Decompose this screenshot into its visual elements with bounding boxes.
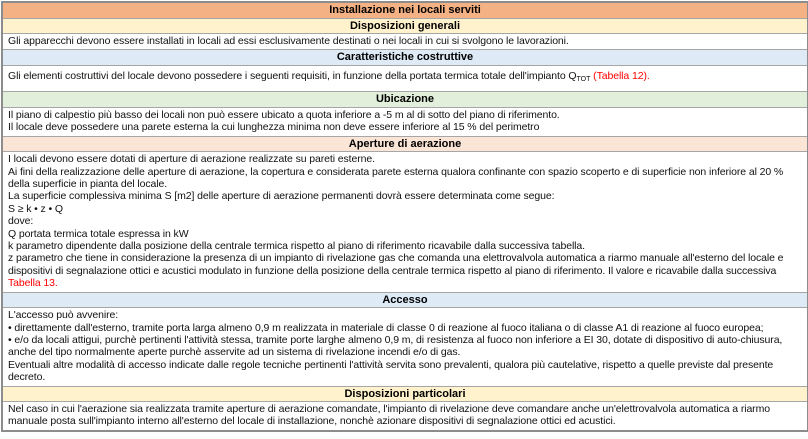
paragraph-dove: dove: — [8, 215, 34, 228]
section-body-accesso — [3, 307, 807, 385]
paragraph-accesso-intro: L'accesso può avvenire: — [8, 309, 119, 322]
paragraph-copertura-parete-esterna: Ai fini della realizzazione delle aperture di aerazione, la copertura e considerata parete esterna qualora confinante con spazio scoperto e di superficie non inferiore al 20 % della superficie in pianta del locale. — [8, 165, 784, 190]
section-body-disposizioni-particolari — [3, 401, 807, 430]
paragraph-modalita-accesso: Eventuali altre modalità di accesso indicate dalle regole tecniche pertinenti l'attività servita sono prevalenti, qualora più cautelative, rispetto a quelle previste dal presente decreto. — [8, 358, 774, 384]
section-body-caratteristiche-costruttive — [3, 65, 807, 91]
bullet-accesso-esterno: • direttamente dall'esterno, tramite porta larga almeno 0,9 m realizzata in materiale di classe 0 di reazione al fuoco italiana o di classe A1 di reazione al fuoco europea; — [8, 321, 764, 334]
section-header-disposizioni-particolari: Disposizioni particolari — [3, 386, 807, 402]
table-title: Installazione nei locali serviti — [3, 3, 807, 18]
section-header-accesso: Accesso — [3, 292, 807, 308]
q-tot-subscript: TOT — [576, 75, 591, 83]
section-header-aperture-aerazione: Aperture di aerazione — [3, 136, 807, 152]
paragraph-parametro-q: Q portata termica totale espressa in kW — [8, 227, 189, 240]
paragraph-aerazione-comandata: Nel caso in cui l'aerazione sia realizzata tramite aperture di aerazione comandate, l'impianto di rivelazione deve comandare anche un'elettrovalvola automatica a riarmo manuale posta sull'impianto interno all'esterno del locale di installazione, nonchè azionare dispositivi di segnalazione ottici ed acustici. — [8, 403, 770, 428]
section-header-disposizioni-generali: Disposizioni generali — [3, 18, 807, 34]
section-body-aperture-aerazione — [3, 151, 807, 291]
installazione-table — [1, 1, 808, 432]
paragraph-piano-calpestio: Il piano di calpestio più basso dei locali non può essere ubicato a quota inferiore a -5 m al di sotto del piano di riferimento. — [8, 108, 560, 121]
paragraph-apparecchi: Gli apparecchi devono essere installati in locali ad essi esclusivamente destinati o nei locali in cui si svolgono le lavorazioni. — [8, 35, 569, 47]
paragraph-elementi-costruttivi — [8, 70, 802, 86]
section-header-ubicazione: Ubicazione — [3, 91, 807, 107]
paragraph-parametro-z — [8, 252, 802, 289]
bullet-accesso-locali-attigui: • e/o da locali attigui, purchè pertinenti l'attività stessa, tramite porte larghe almeno 0,9 m, di resistenza al fuoco non inferiore a EI 30, dotate di dispositivo di auto-chiusura, anche del tipo normalmente aperte purchè asservite ad un sistema di rivelazione incendi e/o di gas. — [8, 333, 783, 359]
section-header-caratteristiche-costruttive: Caratteristiche costruttive — [3, 49, 807, 65]
section-body-ubicazione — [3, 107, 807, 136]
tabella-12-reference-link[interactable]: (Tabella 12). — [590, 69, 650, 82]
formula-superficie: S ≥ k • z • Q — [8, 202, 63, 215]
paragraph-parete-esterna: Il locale deve possedere una parete esterna la cui lunghezza minima non deve essere inferiore al 15 % del perimetro — [8, 121, 540, 134]
section-body-disposizioni-generali — [3, 33, 807, 49]
paragraph-aperture-pareti-esterne: I locali devono essere dotati di aperture di aerazione realizzate su pareti esterne. — [8, 153, 375, 166]
tabella-13-reference-link[interactable]: Tabella 13. — [8, 277, 58, 290]
paragraph-superficie-minima: La superficie complessiva minima S [m2] delle aperture di aerazione permanenti dovrà essere determinata come segue: — [8, 190, 555, 203]
elementi-costruttivi-text: Gli elementi costruttivi del locale devono possedere i seguenti requisiti, in funzione della portata termica totale dell'impianto Q — [8, 69, 577, 82]
parametro-z-text: z parametro che tiene in considerazione la presenza di un impianto di rivelazione gas che comanda una elettrovalvola automatica a riarmo manuale all'esterno del locale e dispositivi di segnalazione ottici e acustici modulato in funzione della posizione della centrale termica rispetto al piano di riferimento. Il valore e ricavabile dalla successiva — [8, 252, 784, 277]
paragraph-parametro-k: k parametro dipendente dalla posizione della centrale termica rispetto al piano di riferimento ricavabile dalla successiva tabella. — [8, 239, 585, 252]
